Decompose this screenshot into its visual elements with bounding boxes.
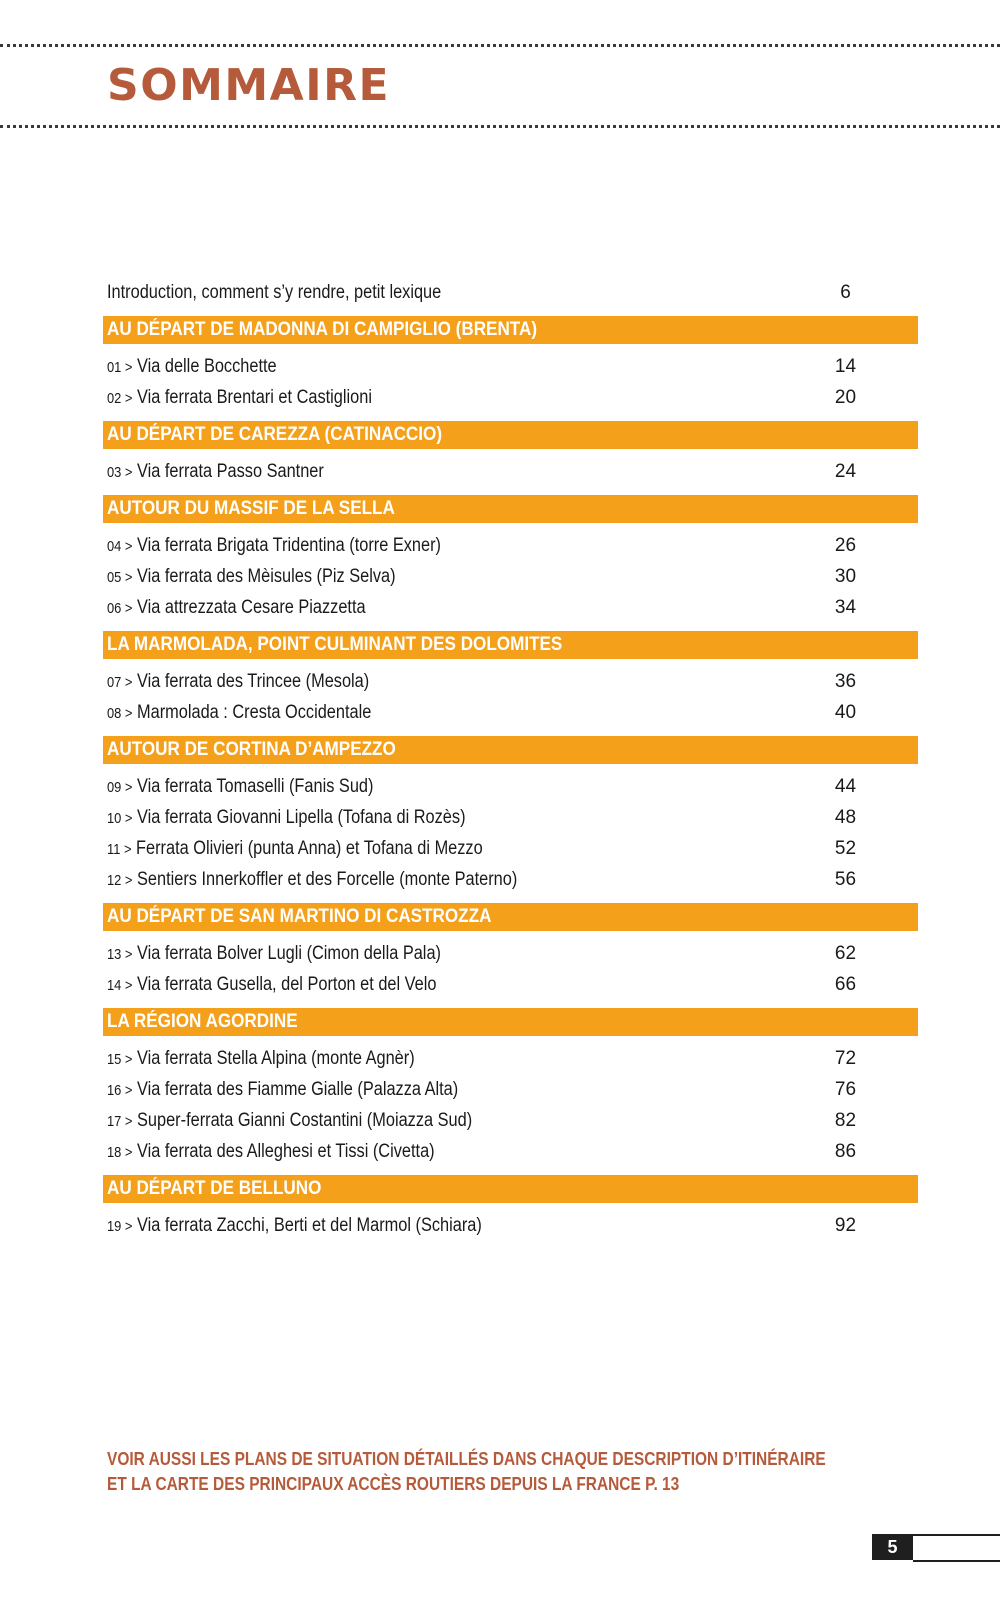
toc-intro-entry[interactable]: [103, 277, 918, 308]
title-dotted-rule: [0, 125, 1000, 128]
section-heading: [103, 631, 918, 659]
toc-entry-number: 06 >: [107, 600, 133, 617]
toc-entry-title: Via ferrata des Fiamme Gialle (Palazza Alta): [137, 1079, 459, 1100]
toc-entry[interactable]: [103, 1136, 918, 1167]
toc-entry-title: Marmolada : Cresta Occidentale: [137, 702, 372, 723]
see-also-note-line-1: VOIR AUSSI LES PLANS DE SITUATION DÉTAILLÉS DANS CHAQUE DESCRIPTION D’ITINÉRAIRE: [107, 1449, 826, 1469]
toc-entry-number: 10 >: [107, 810, 133, 827]
toc-entry[interactable]: [103, 592, 918, 623]
toc-entry-label: [107, 1105, 472, 1137]
toc-entry-label: [107, 592, 366, 624]
toc-entry-title: Via ferrata Brigata Tridentina (torre Exner): [137, 535, 441, 556]
toc-entry-number: 18 >: [107, 1144, 133, 1161]
toc-entry-page: 72: [834, 1048, 857, 1069]
toc-entry-label: [107, 561, 396, 593]
toc-entry-number: 14 >: [107, 977, 133, 994]
toc-entry-number: 07 >: [107, 674, 133, 691]
toc-entry[interactable]: [103, 1105, 918, 1136]
section-heading: [103, 495, 918, 523]
section-heading-text: AUTOUR DU MASSIF DE LA SELLA: [107, 498, 395, 519]
toc-entry-title: Via ferrata Giovanni Lipella (Tofana di Rozès): [137, 807, 466, 828]
toc-entry-page: 6: [840, 282, 851, 303]
toc-entry-title: Via attrezzata Cesare Piazzetta: [137, 597, 366, 618]
toc-entry-page: 30: [834, 566, 857, 587]
toc-entry-page: 40: [834, 702, 857, 723]
table-of-contents: [103, 277, 918, 1241]
toc-entry[interactable]: [103, 697, 918, 728]
page-number: 5: [872, 1534, 913, 1560]
toc-entry-label: [107, 351, 277, 383]
toc-entry-page: 92: [834, 1215, 857, 1236]
toc-entry-number: 16 >: [107, 1082, 133, 1099]
toc-entry[interactable]: [103, 969, 918, 1000]
section-heading-text: AU DÉPART DE SAN MARTINO DI CASTROZZA: [107, 906, 492, 927]
toc-entry-title: Via ferrata Tomaselli (Fanis Sud): [137, 776, 374, 797]
page-title: SOMMAIRE: [107, 60, 391, 111]
toc-entry[interactable]: [103, 382, 918, 413]
toc-entry-number: 04 >: [107, 538, 133, 555]
toc-entry[interactable]: [103, 530, 918, 561]
toc-entry-label: [107, 382, 372, 414]
toc-entry[interactable]: [103, 864, 918, 895]
section-heading: [103, 421, 918, 449]
toc-entry[interactable]: [103, 1210, 918, 1241]
toc-entry-page: 62: [834, 943, 857, 964]
toc-entry-number: 01 >: [107, 359, 133, 376]
toc-entry-page: 76: [834, 1079, 857, 1100]
toc-entry-title: Via ferrata Zacchi, Berti et del Marmol (Schiara): [137, 1215, 482, 1236]
toc-entry[interactable]: [103, 771, 918, 802]
toc-entry[interactable]: [103, 833, 918, 864]
toc-entry-page: 20: [834, 387, 857, 408]
toc-entry[interactable]: [103, 938, 918, 969]
toc-entry[interactable]: [103, 351, 918, 382]
toc-entry-number: 13 >: [107, 946, 133, 963]
toc-entry-title: Ferrata Olivieri (punta Anna) et Tofana di Mezzo: [136, 838, 483, 859]
toc-entry-label: [107, 938, 441, 970]
toc-entry-title: Via ferrata des Mèisules (Piz Selva): [137, 566, 396, 587]
page-number-rule: [913, 1534, 1000, 1562]
toc-entry-number: 11 >: [107, 841, 132, 858]
section-heading: [103, 903, 918, 931]
toc-entry-page: 36: [834, 671, 857, 692]
toc-entry-label: [107, 1043, 415, 1075]
toc-entry-page: 52: [834, 838, 857, 859]
toc-entry-label: [107, 666, 369, 698]
toc-entry-number: 08 >: [107, 705, 133, 722]
toc-entry-label: [107, 1136, 435, 1168]
toc-entry-page: 24: [834, 461, 857, 482]
toc-entry-label: [107, 833, 483, 865]
toc-entry-number: 17 >: [107, 1113, 133, 1130]
top-dotted-rule: [0, 44, 1000, 47]
toc-entry-title: Via ferrata des Alleghesi et Tissi (Civetta): [137, 1141, 435, 1162]
toc-entry-page: 26: [834, 535, 857, 556]
toc-entry-label: [107, 697, 371, 729]
toc-entry-label: [107, 864, 517, 896]
toc-entry[interactable]: [103, 1074, 918, 1105]
section-heading-text: AU DÉPART DE BELLUNO: [107, 1178, 322, 1199]
toc-entry-page: 44: [834, 776, 857, 797]
toc-entry-title: Via ferrata des Trincee (Mesola): [137, 671, 370, 692]
toc-entry-label: [107, 530, 441, 562]
toc-entry-title: Via ferrata Gusella, del Porton et del Velo: [137, 974, 437, 995]
toc-entry-number: 12 >: [107, 872, 133, 889]
toc-entry-number: 05 >: [107, 569, 133, 586]
toc-entry-label: [107, 802, 466, 834]
toc-entry-label: [107, 969, 436, 1001]
toc-entry[interactable]: [103, 561, 918, 592]
toc-entry-number: 19 >: [107, 1218, 133, 1235]
toc-entry-title: Via ferrata Stella Alpina (monte Agnèr): [137, 1048, 415, 1069]
section-heading-text: LA MARMOLADA, POINT CULMINANT DES DOLOMITES: [107, 634, 563, 655]
toc-entry-number: 02 >: [107, 390, 133, 407]
toc-entry-title: Via ferrata Bolver Lugli (Cimon della Pala): [137, 943, 441, 964]
toc-entry-page: 56: [834, 869, 857, 890]
toc-entry-title: Sentiers Innerkoffler et des Forcelle (monte Paterno): [137, 869, 518, 890]
toc-entry-number: 09 >: [107, 779, 133, 796]
toc-entry-page: 48: [834, 807, 857, 828]
toc-entry-page: 14: [834, 356, 857, 377]
see-also-note-line-2: ET LA CARTE DES PRINCIPAUX ACCÈS ROUTIERS DEPUIS LA FRANCE P. 13: [107, 1474, 680, 1494]
toc-entry-label: [107, 456, 324, 488]
section-heading-text: LA RÉGION AGORDINE: [107, 1011, 298, 1032]
toc-entry[interactable]: [103, 456, 918, 487]
toc-entry-number: 03 >: [107, 464, 133, 481]
toc-entry-label: [107, 1210, 482, 1242]
section-heading-text: AU DÉPART DE CAREZZA (CATINACCIO): [107, 424, 443, 445]
section-heading: [103, 1008, 918, 1036]
section-heading: [103, 316, 918, 344]
toc-entry-label: Introduction, comment s’y rendre, petit lexique: [107, 282, 442, 303]
toc-entry[interactable]: [103, 666, 918, 697]
toc-entry-page: 66: [834, 974, 857, 995]
section-heading-text: AU DÉPART DE MADONNA DI CAMPIGLIO (BRENTA): [107, 319, 538, 340]
section-heading: [103, 1175, 918, 1203]
toc-entry-title: Via delle Bocchette: [137, 356, 277, 377]
toc-entry[interactable]: [103, 802, 918, 833]
toc-entry-page: 86: [834, 1141, 857, 1162]
toc-entry[interactable]: [103, 1043, 918, 1074]
toc-entry-number: 15 >: [107, 1051, 133, 1068]
toc-entry-title: Via ferrata Passo Santner: [137, 461, 324, 482]
section-heading-text: AUTOUR DE CORTINA D’AMPEZZO: [107, 739, 396, 760]
toc-entry-label: [107, 771, 373, 803]
section-heading: [103, 736, 918, 764]
toc-entry-label: [107, 1074, 458, 1106]
see-also-note: [107, 1447, 826, 1497]
toc-entry-page: 82: [834, 1110, 857, 1131]
toc-entry-page: 34: [834, 597, 857, 618]
toc-entry-title: Super-ferrata Gianni Costantini (Moiazza Sud): [137, 1110, 473, 1131]
toc-entry-title: Via ferrata Brentari et Castiglioni: [137, 387, 372, 408]
